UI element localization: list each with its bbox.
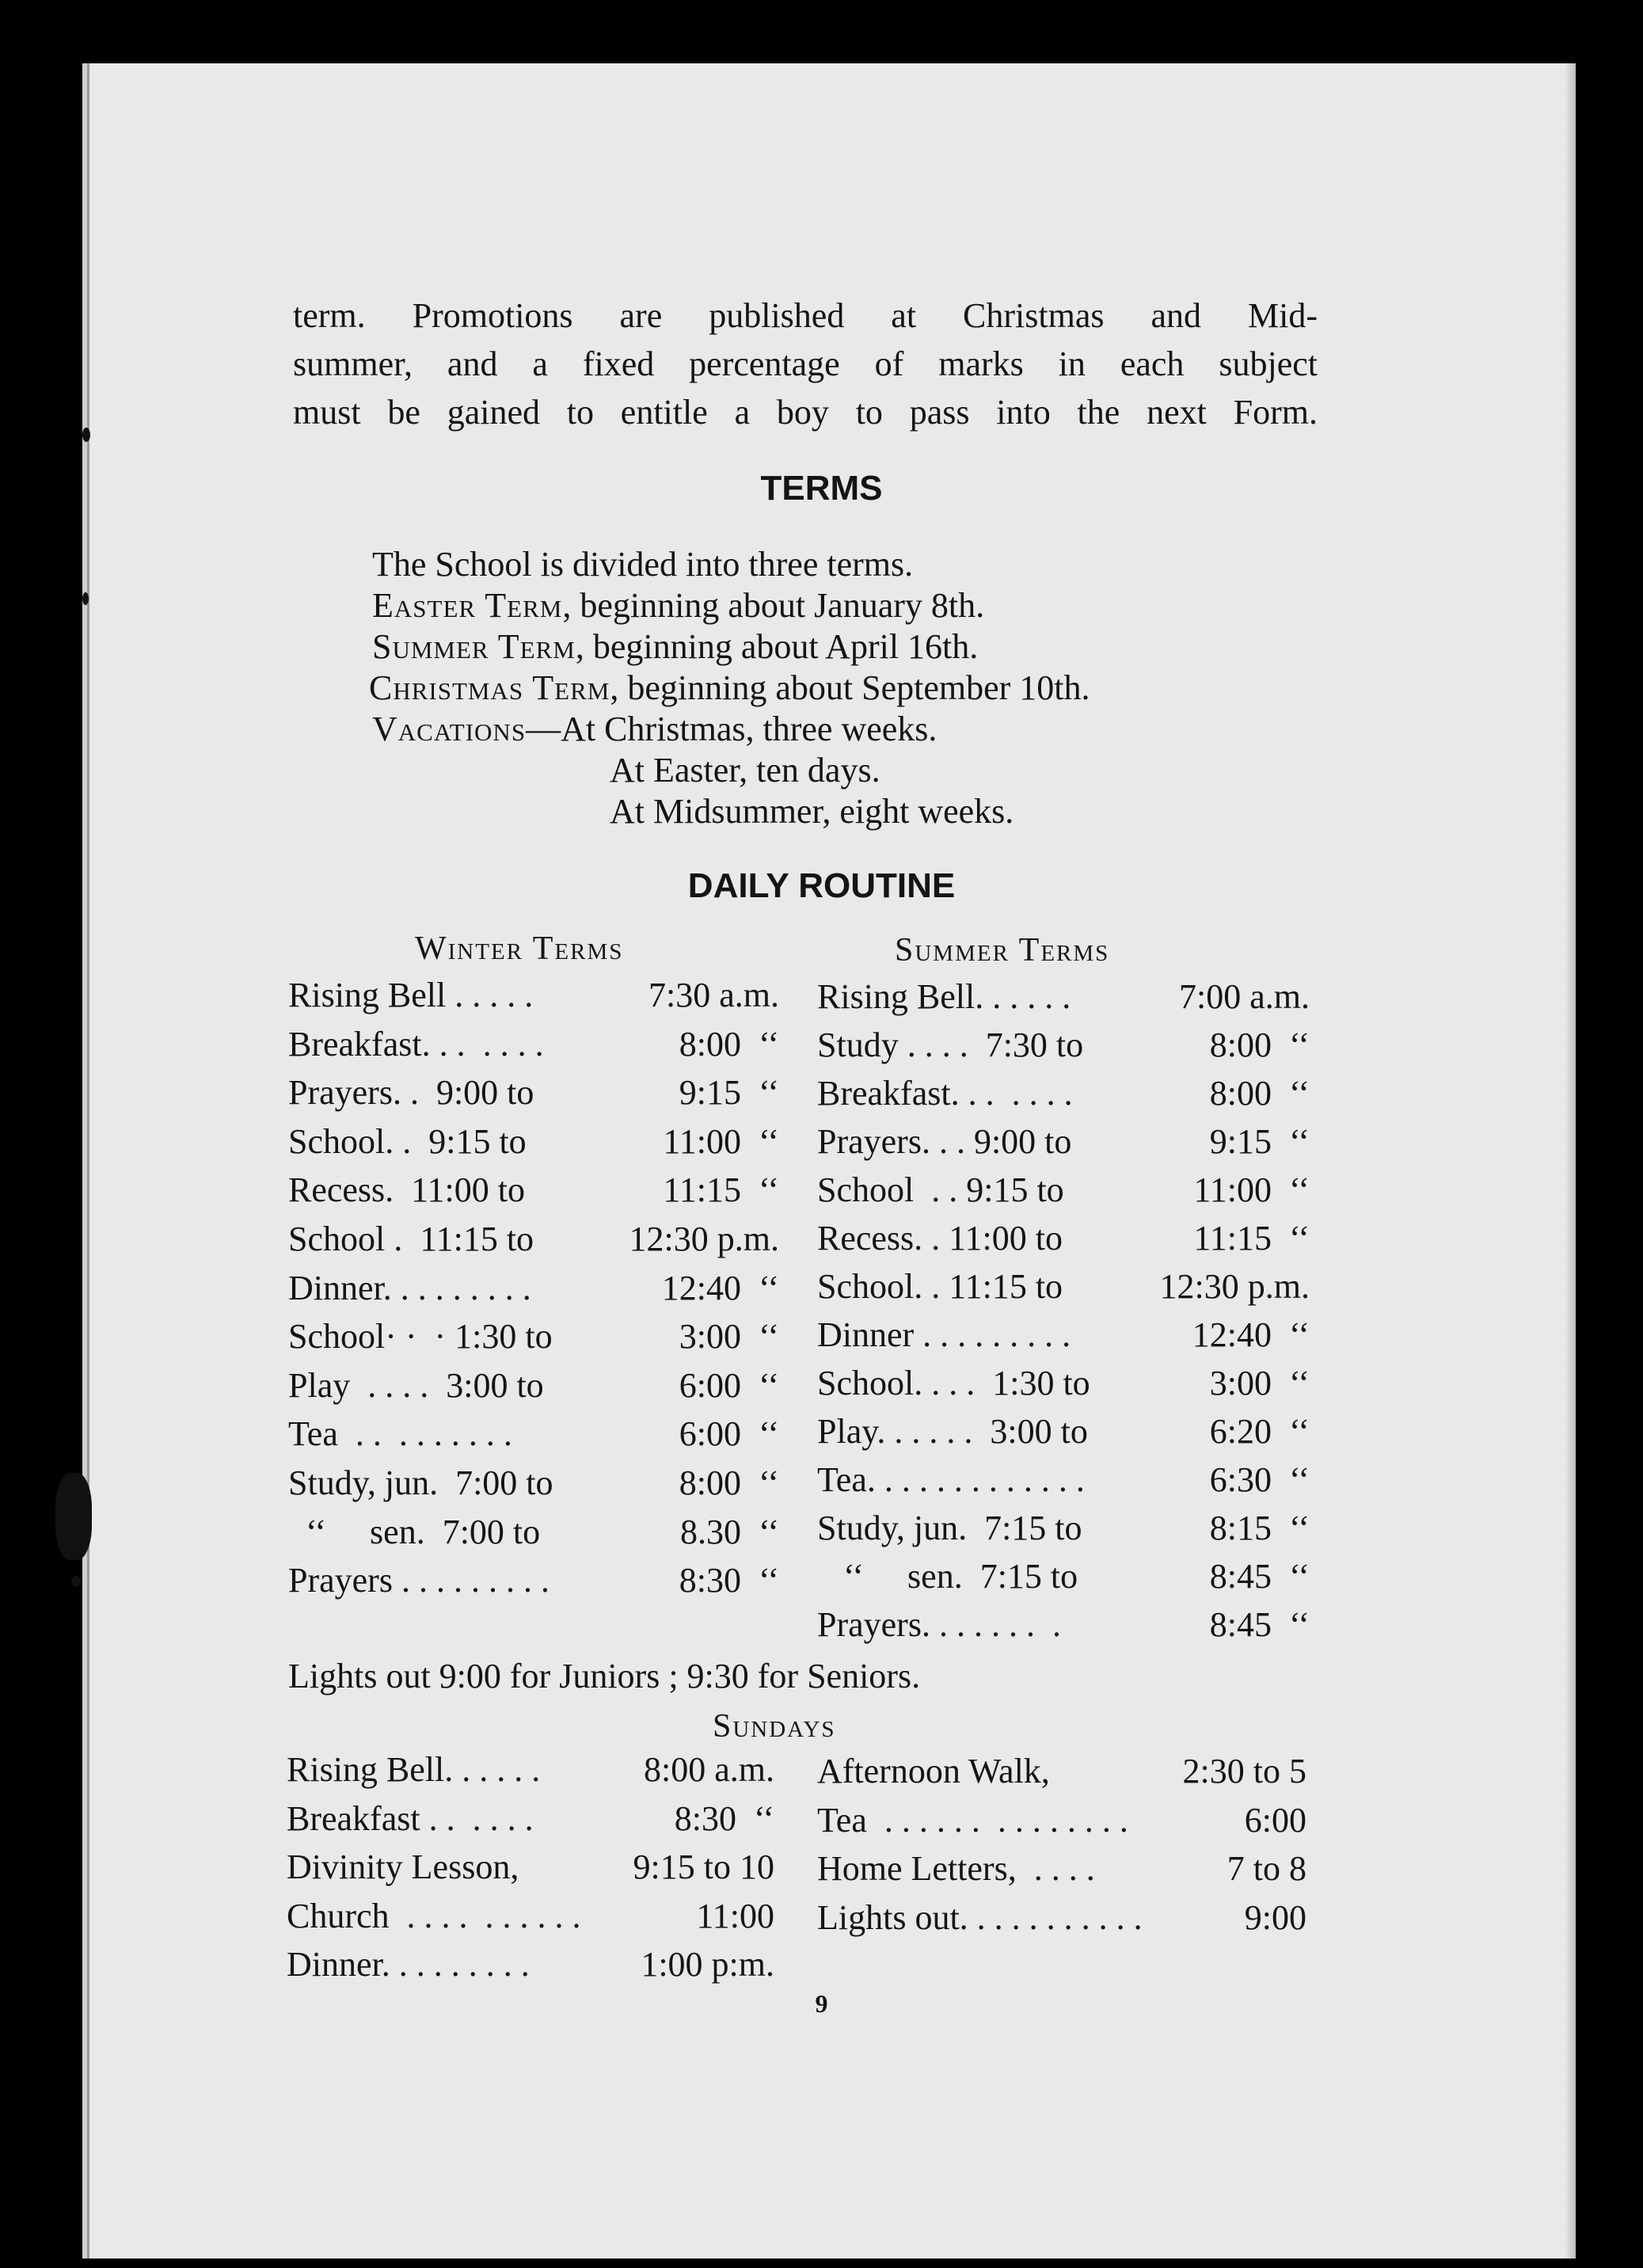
schedule-row — [817, 1605, 1310, 1645]
schedule-time: 11:00 ‘‘ — [1193, 1170, 1310, 1209]
schedule-row — [817, 1898, 1306, 1938]
term-text: , beginning about January 8th. — [562, 586, 985, 625]
schedule-activity: ‘‘ sen. 7:15 to — [817, 1557, 1078, 1596]
page-edge-shadow — [1565, 63, 1576, 2258]
term-item — [372, 627, 978, 667]
schedule-time: 3:00 ‘‘ — [1209, 1364, 1310, 1402]
schedule-activity: Tea. . . . . . . . . . . . . — [817, 1460, 1085, 1499]
schedule-activity: Afternoon Walk, — [817, 1752, 1050, 1790]
schedule-activity: Recess. 11:00 to — [288, 1170, 525, 1210]
page-gutter — [87, 63, 89, 2258]
schedule-activity: Study, jun. 7:00 to — [288, 1463, 553, 1502]
vacation-item: At Easter, ten days. — [610, 751, 880, 790]
schedule-row — [817, 1849, 1306, 1889]
schedule-activity: School. . 11:15 to — [817, 1267, 1063, 1306]
schedule-time: 8:30 ‘‘ — [674, 1798, 774, 1838]
schedule-time: 8:45 ‘‘ — [1209, 1605, 1310, 1644]
schedule-row — [817, 1752, 1306, 1791]
schedule-row — [288, 1513, 779, 1552]
term-name: Summer Term — [372, 627, 576, 666]
schedule-row — [817, 1074, 1310, 1113]
schedule-row — [817, 1364, 1310, 1403]
schedule-activity: Breakfast. . . . . . . — [817, 1074, 1073, 1113]
schedule-row — [287, 1945, 774, 1984]
schedule-row — [288, 1366, 779, 1406]
binding-mark — [55, 1473, 92, 1560]
schedule-row — [817, 1460, 1310, 1500]
schedule-activity: Home Letters, . . . . — [817, 1849, 1095, 1889]
vacations-label: Vacations — [372, 710, 527, 748]
schedule-time: 6:00 ‘‘ — [679, 1414, 779, 1454]
schedule-activity: Prayers. . . 9:00 to — [817, 1122, 1072, 1161]
schedule-row — [288, 1025, 779, 1064]
schedule-activity: Play. . . . . . 3:00 to — [817, 1412, 1088, 1451]
schedule-activity: Lights out. . . . . . . . . . . — [817, 1897, 1143, 1937]
schedule-time: 8:00 a.m. — [644, 1750, 774, 1789]
schedule-row — [817, 1267, 1310, 1307]
binding-mark — [82, 592, 89, 605]
schedule-time: 3:00 ‘‘ — [679, 1317, 779, 1357]
binding-mark — [82, 428, 90, 442]
schedule-row — [817, 1170, 1310, 1210]
term-name: Easter Term — [372, 586, 563, 625]
schedule-activity: School . 11:15 to — [288, 1220, 534, 1258]
schedule-activity: Divinity Lesson, — [287, 1848, 519, 1887]
paragraph-line: summer, and a fixed percentage of marks in each subject — [293, 344, 1318, 383]
schedule-activity: School. . . . 1:30 to — [817, 1364, 1090, 1402]
schedule-row — [288, 1269, 779, 1308]
paragraph-line: term. Promotions are published at Christmas and Mid- — [293, 296, 1318, 335]
schedule-time: 8:15 ‘‘ — [1209, 1509, 1310, 1547]
schedule-activity: Study . . . . 7:30 to — [817, 1026, 1084, 1064]
schedule-row — [287, 1799, 774, 1839]
term-text: , beginning about September 10th. — [610, 668, 1090, 707]
schedule-time: 6:30 ‘‘ — [1209, 1460, 1310, 1499]
schedule-row — [288, 1073, 779, 1113]
schedule-row — [287, 1848, 774, 1887]
schedule-activity: Prayers . . . . . . . . . — [288, 1561, 550, 1600]
schedule-time: 8:00 ‘‘ — [1209, 1074, 1310, 1113]
schedule-time: 9:00 — [1244, 1897, 1306, 1937]
term-name: Christmas Term — [369, 668, 610, 707]
schedule-row — [817, 1026, 1310, 1065]
summer-terms-title: Summer Terms — [895, 932, 1110, 968]
schedule-activity: Breakfast. . . . . . . — [288, 1024, 544, 1064]
binding-mark — [71, 1576, 81, 1587]
schedule-activity: Study, jun. 7:15 to — [817, 1509, 1082, 1547]
schedule-row — [288, 1317, 779, 1357]
schedule-time: 11:15 ‘‘ — [663, 1170, 779, 1210]
schedule-row — [817, 1412, 1310, 1452]
schedule-activity: Dinner . . . . . . . . . — [817, 1315, 1071, 1354]
vacations-line — [372, 710, 937, 749]
schedule-time: 8.30 ‘‘ — [679, 1512, 779, 1551]
schedule-row — [287, 1897, 774, 1936]
schedule-time: 7:00 a.m. — [1179, 977, 1310, 1016]
schedule-time: 8:00 ‘‘ — [1209, 1026, 1310, 1064]
sundays-title: Sundays — [713, 1708, 836, 1745]
schedule-time: 11:15 ‘‘ — [1193, 1219, 1310, 1258]
schedule-activity: Tea . . . . . . . . . . . . . . — [817, 1800, 1128, 1840]
schedule-activity: Prayers. . 9:00 to — [288, 1073, 534, 1113]
vacation-item: At Midsummer, eight weeks. — [610, 792, 1014, 831]
schedule-activity: School. . 9:15 to — [288, 1121, 527, 1161]
schedule-time: 2:30 to 5 — [1182, 1752, 1306, 1790]
schedule-activity: Tea . . . . . . . . . — [288, 1414, 512, 1454]
schedule-row — [817, 1509, 1310, 1548]
schedule-row — [288, 1122, 779, 1162]
schedule-time: 11:00 — [696, 1896, 774, 1935]
schedule-activity: School . . 9:15 to — [817, 1170, 1064, 1209]
schedule-activity: Dinner. . . . . . . . . — [287, 1945, 530, 1984]
schedule-row — [817, 1801, 1306, 1840]
terms-intro: The School is divided into three terms. — [372, 545, 914, 584]
schedule-row — [817, 1557, 1310, 1596]
schedule-activity: Rising Bell . . . . . — [288, 976, 534, 1014]
schedule-time: 6:20 ‘‘ — [1209, 1412, 1310, 1451]
schedule-time: 7 to 8 — [1227, 1849, 1306, 1889]
schedule-time: 9:15 to 10 — [633, 1848, 774, 1887]
schedule-activity: Rising Bell. . . . . . — [287, 1750, 541, 1789]
schedule-activity: School· · · 1:30 to — [288, 1317, 553, 1357]
schedule-row — [288, 1170, 779, 1210]
schedule-time: 12:30 p.m. — [629, 1220, 779, 1258]
schedule-time: 12:40 ‘‘ — [661, 1268, 779, 1307]
schedule-time: 7:30 a.m. — [648, 976, 779, 1014]
schedule-row — [288, 1463, 779, 1503]
schedule-row — [288, 1561, 779, 1600]
schedule-row — [817, 1122, 1310, 1162]
schedule-time: 11:00 ‘‘ — [663, 1121, 779, 1161]
paragraph-line: must be gained to entitle a boy to pass into the next Form. — [293, 393, 1318, 432]
winter-terms-title: Winter Terms — [415, 930, 624, 967]
schedule-time: 6:00 — [1244, 1800, 1306, 1840]
schedule-time: 9:15 ‘‘ — [1209, 1122, 1310, 1161]
schedule-time: 8:45 ‘‘ — [1209, 1557, 1310, 1596]
schedule-time: 12:30 p.m. — [1159, 1267, 1310, 1306]
term-text: , beginning about April 16th. — [575, 627, 979, 666]
schedule-activity: Recess. . 11:00 to — [817, 1219, 1063, 1258]
schedule-row — [288, 1414, 779, 1454]
schedule-row — [287, 1750, 774, 1790]
intro-paragraph — [293, 291, 1318, 436]
schedule-time: 8:00 ‘‘ — [679, 1024, 779, 1064]
page-number: 9 — [815, 1989, 828, 2018]
schedule-activity: ‘‘ sen. 7:00 to — [288, 1512, 541, 1551]
lights-out-note: Lights out 9:00 for Juniors ; 9:30 for Seniors. — [288, 1657, 921, 1695]
schedule-time: 12:40 ‘‘ — [1192, 1315, 1310, 1354]
schedule-activity: Play . . . . 3:00 to — [288, 1365, 544, 1405]
daily-routine-heading: DAILY ROUTINE — [687, 866, 956, 905]
schedule-row — [817, 1315, 1310, 1355]
term-item — [369, 668, 1090, 708]
schedule-time: 1:00 p:m. — [641, 1945, 774, 1984]
schedule-row — [288, 1220, 779, 1259]
term-item — [372, 586, 984, 626]
schedule-row — [288, 976, 779, 1015]
schedule-row — [817, 977, 1310, 1017]
schedule-time: 9:15 ‘‘ — [679, 1073, 779, 1113]
schedule-activity: Prayers. . . . . . . . — [817, 1605, 1061, 1644]
schedule-activity: Rising Bell. . . . . . — [817, 977, 1071, 1016]
schedule-time: 6:00 ‘‘ — [679, 1365, 779, 1405]
schedule-activity: Dinner. . . . . . . . . — [288, 1268, 531, 1307]
terms-heading: TERMS — [760, 469, 883, 508]
schedule-row — [817, 1219, 1310, 1258]
schedule-activity: Breakfast . . . . . . — [287, 1798, 534, 1838]
schedule-time: 8:00 ‘‘ — [679, 1463, 779, 1502]
schedule-time: 8:30 ‘‘ — [679, 1561, 779, 1600]
schedule-activity: Church . . . . . . . . . . — [287, 1896, 581, 1935]
vacation-item: —At Christmas, three weeks. — [526, 710, 937, 748]
